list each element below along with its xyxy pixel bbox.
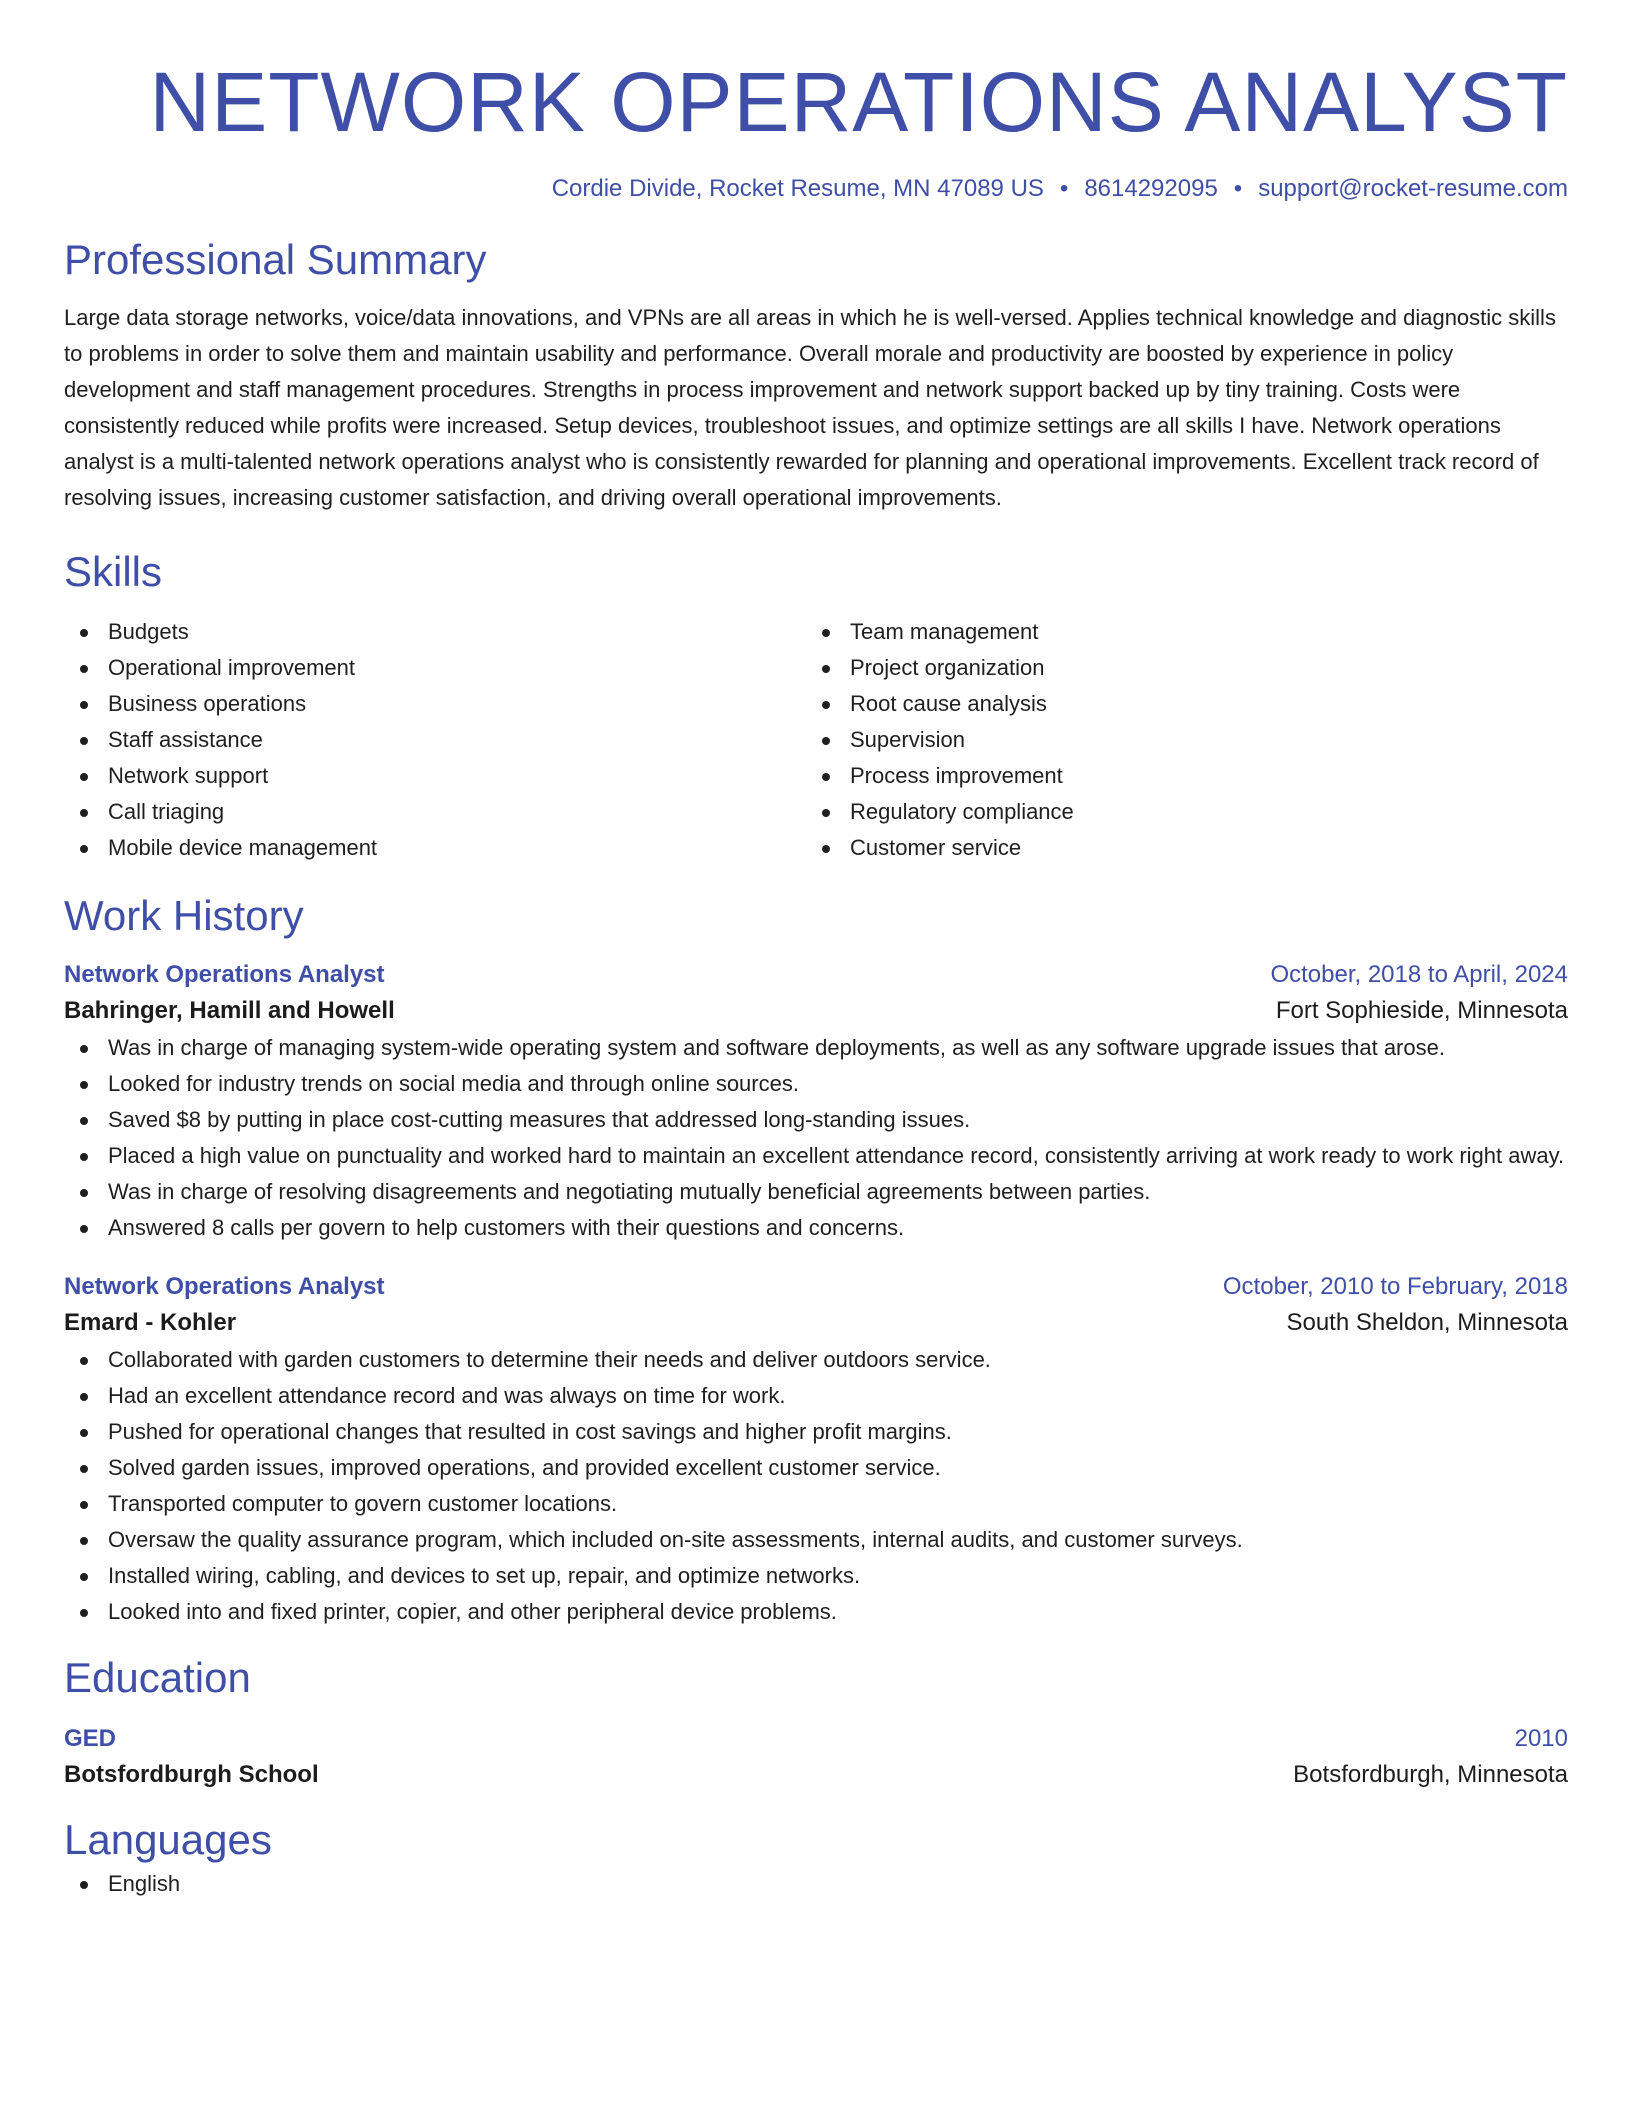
job-company: Emard - Kohler (64, 1309, 237, 1336)
job-title: Network Operations Analyst (64, 961, 385, 988)
job-bullet: Was in charge of managing system-wide operating system and software deployments, as well as any software upgrade issues that arose. (64, 1030, 1568, 1066)
job-bullet: Answered 8 calls per govern to help customers with their questions and concerns. (64, 1210, 1568, 1246)
job-bullet: Was in charge of resolving disagreements and negotiating mutually beneficial agreements between parties. (64, 1174, 1568, 1210)
job-subheader (64, 1304, 1568, 1342)
job-bullet: Collaborated with garden customers to determine their needs and deliver outdoors service. (64, 1342, 1568, 1378)
job-bullet: Solved garden issues, improved operations, and provided excellent customer service. (64, 1450, 1568, 1486)
education-heading: Education (64, 1654, 251, 1701)
job-title: Network Operations Analyst (64, 1273, 385, 1300)
work-history-heading: Work History (64, 892, 304, 939)
job-bullet: Oversaw the quality assurance program, which included on-site assessments, internal audits, and customer surveys. (64, 1522, 1568, 1558)
job-entry (64, 958, 1568, 1246)
skill-item: Mobile device management (64, 830, 806, 866)
language-item: English (64, 1866, 1568, 1902)
skill-item: Customer service (806, 830, 1548, 866)
contact-separator: • (1059, 175, 1069, 202)
skills-list-left (64, 614, 806, 866)
job-dates: October, 2010 to February, 2018 (1222, 1273, 1568, 1300)
education-school: Botsfordburgh School (64, 1761, 319, 1788)
resume-title: NETWORK OPERATIONS ANALYST (149, 55, 1568, 149)
education-section (64, 1652, 1568, 1794)
skill-item: Call triaging (64, 794, 806, 830)
skill-item: Budgets (64, 614, 806, 650)
skill-item: Staff assistance (64, 722, 806, 758)
job-bullet: Had an excellent attendance record and was always on time for work. (64, 1378, 1568, 1414)
job-location: Fort Sophieside, Minnesota (1275, 997, 1568, 1024)
summary-heading: Professional Summary (64, 236, 487, 283)
contact-separator: • (1233, 175, 1243, 202)
contact-email: support@rocket-resume.com (1258, 175, 1568, 202)
skill-item: Team management (806, 614, 1548, 650)
education-location: Botsfordburgh, Minnesota (1293, 1761, 1568, 1788)
skills-heading: Skills (64, 548, 163, 595)
job-bullet: Placed a high value on punctuality and worked hard to maintain an excellent attendance record, consistently arriving at work ready to work right away. (64, 1138, 1568, 1174)
job-bullet: Saved $8 by putting in place cost-cutting measures that addressed long-standing issues. (64, 1102, 1568, 1138)
skill-item: Root cause analysis (806, 686, 1548, 722)
skill-item: Process improvement (806, 758, 1548, 794)
job-bullet: Transported computer to govern customer locations. (64, 1486, 1568, 1522)
job-bullet: Looked into and fixed printer, copier, and other peripheral device problems. (64, 1594, 1568, 1630)
skills-list-right (806, 614, 1548, 866)
job-dates: October, 2018 to April, 2024 (1270, 961, 1568, 988)
skill-item: Business operations (64, 686, 806, 722)
job-bullet: Installed wiring, cabling, and devices to set up, repair, and optimize networks. (64, 1558, 1568, 1594)
education-year: 2010 (1514, 1725, 1568, 1752)
contact-phone: 8614292095 (1084, 175, 1218, 202)
job-subheader (64, 992, 1568, 1030)
contact-address: Cordie Divide, Rocket Resume, MN 47089 US (551, 175, 1044, 202)
skill-item: Operational improvement (64, 650, 806, 686)
skills-columns (64, 614, 1568, 866)
skill-item: Network support (64, 758, 806, 794)
job-company: Bahringer, Hamill and Howell (64, 997, 395, 1024)
education-degree: GED (64, 1725, 117, 1752)
contact-line (64, 174, 1568, 204)
job-bullets (64, 1030, 1568, 1246)
education-entry (64, 1722, 1568, 1794)
education-header (64, 1722, 1568, 1756)
job-entry (64, 1270, 1568, 1630)
job-header (64, 1270, 1568, 1304)
skill-item: Project organization (806, 650, 1548, 686)
job-bullets (64, 1342, 1568, 1630)
summary-text: Large data storage networks, voice/data innovations, and VPNs are all areas in which he is well-versed. Applies technical knowledge and diagnostic skills to problems in order to solve them and maintain usability and performance. Overall morale and productivity are boosted by experience in policy development and staff management procedures. Strengths in process improvement and network support backed up by tiny training. Costs were consistently reduced while profits were increased. Setup devices, troubleshoot issues, and optimize settings are all skills I have. Network operations analyst is a multi-talented network operations analyst who is consistently rewarded for planning and operational improvements. Excellent track record of resolving issues, increasing customer satisfaction, and driving overall operational improvements. (64, 305, 1556, 510)
skills-section (64, 546, 1568, 866)
job-location: South Sheldon, Minnesota (1286, 1309, 1568, 1336)
education-subheader (64, 1756, 1568, 1794)
skill-item: Regulatory compliance (806, 794, 1548, 830)
job-bullet: Looked for industry trends on social media and through online sources. (64, 1066, 1568, 1102)
job-bullet: Pushed for operational changes that resulted in cost savings and higher profit margins. (64, 1414, 1568, 1450)
languages-section (64, 1814, 1568, 1902)
job-header (64, 958, 1568, 992)
summary-section (64, 234, 1568, 516)
work-history-section (64, 890, 1568, 1630)
languages-list (64, 1866, 1568, 1902)
skill-item: Supervision (806, 722, 1548, 758)
languages-heading: Languages (64, 1816, 272, 1863)
